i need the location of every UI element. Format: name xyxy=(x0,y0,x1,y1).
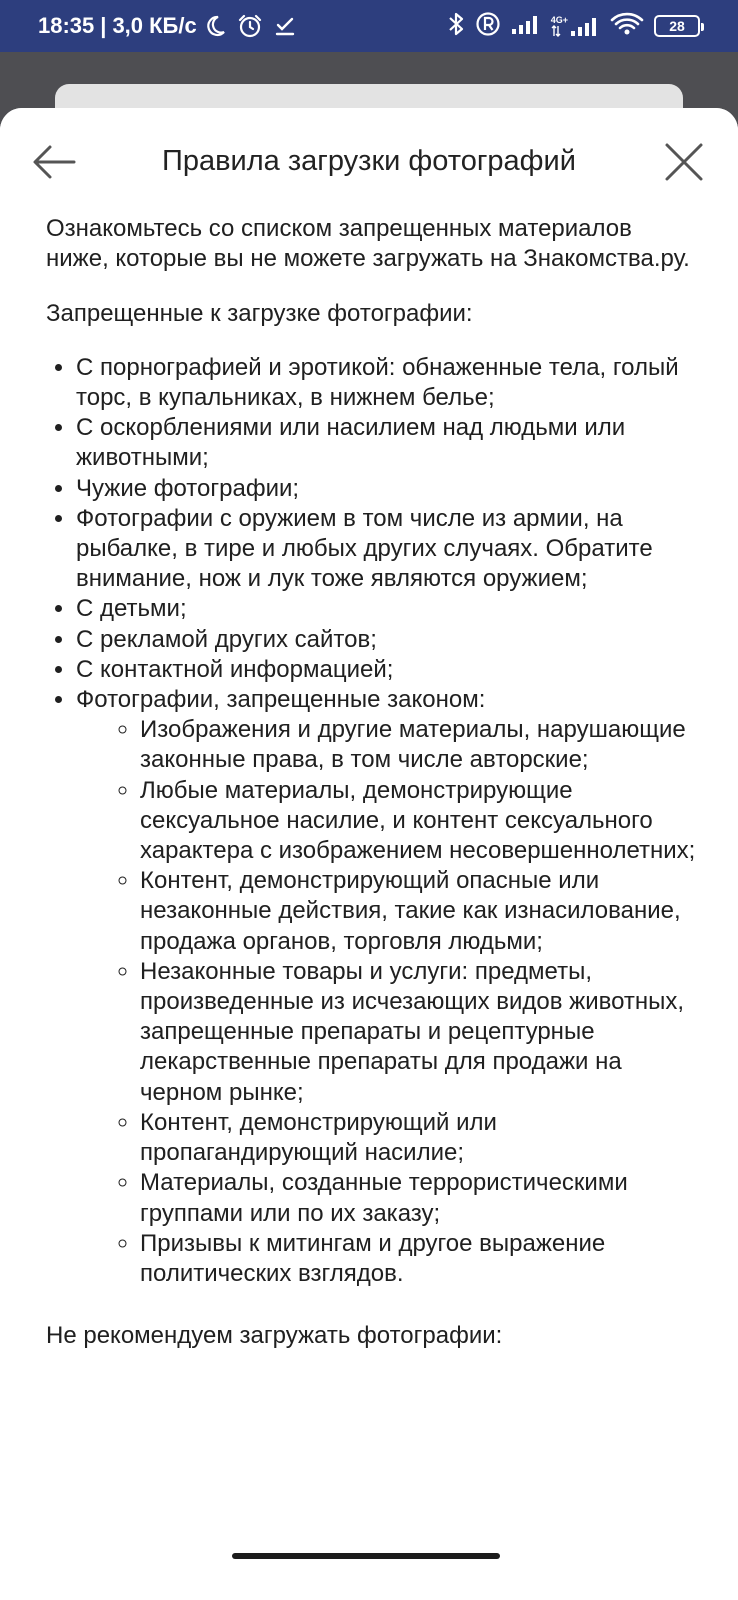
list-item: • С контактной информацией; xyxy=(76,655,696,685)
sub-list-item: ◦ Контент, демонстрирующий опасные или незаконные действия, такие как изнасилование, продажа органов, торговля людьми; xyxy=(140,866,696,957)
section-title-forbidden: Запрещенные к загрузке фотографии: xyxy=(46,299,473,327)
sheet-title: Правила загрузки фотографий xyxy=(162,145,576,177)
list-item-law xyxy=(76,685,696,1289)
bottom-area xyxy=(0,1504,738,1600)
forbidden-list xyxy=(76,353,696,1289)
alarm-icon xyxy=(237,13,263,39)
list-item: • Фотографии с оружием в том числе из армии, на рыбалке, в тире и любых других случаях. Обратите внимание, нож и лук тоже являются оружием; xyxy=(76,504,696,595)
list-item: • Чужие фотографии; xyxy=(76,474,696,504)
list-item: • С порнографией и эротикой: обнаженные тела, голый торс, в купальниках, в нижнем белье; xyxy=(76,353,696,413)
list-item: • С детьми; xyxy=(76,594,696,624)
network-type-label: 4G+ xyxy=(550,15,568,25)
section-title-not-recommended: Не рекомендуем загружать фотографии: xyxy=(46,1322,503,1350)
battery-icon xyxy=(654,15,700,37)
sub-list-item: ◦ Незаконные товары и услуги: предметы, произведенные из исчезающих видов животных, запрещенные препараты и рецептурные лекарственные препараты для продажи на черном рынке; xyxy=(140,957,696,1108)
home-indicator[interactable] xyxy=(232,1553,500,1559)
moon-icon xyxy=(203,14,227,38)
registered-icon xyxy=(475,11,501,42)
status-time: 18:35 xyxy=(38,13,95,38)
wifi-icon xyxy=(610,11,644,42)
sub-list-item: ◦ Материалы, созданные террористическими группами или по их заказу; xyxy=(140,1168,696,1228)
list-item: • С оскорблениями или насилием над людьми или животными; xyxy=(76,413,696,473)
sub-list-item: ◦ Любые материалы, демонстрирующие сексуальное насилие, и контент сексуального характера с изображением несовершеннолетних; xyxy=(140,776,696,867)
signal-icon xyxy=(511,13,541,40)
close-button[interactable] xyxy=(658,136,710,188)
status-left xyxy=(38,0,297,52)
intro-text: Ознакомьтесь со списком запрещенных материалов ниже, которые вы не можете загружать на Знакомства.ру. xyxy=(46,215,690,273)
sub-list-item: ◦ Контент, демонстрирующий или пропагандирующий насилие; xyxy=(140,1108,696,1168)
status-bar xyxy=(0,0,738,52)
rules-sheet xyxy=(0,108,738,1600)
law-sublist xyxy=(110,715,696,1289)
close-icon xyxy=(664,142,704,182)
check-download-icon xyxy=(273,14,297,38)
status-speed: 3,0 КБ/с xyxy=(112,13,197,38)
status-separator: | xyxy=(100,13,107,38)
status-right xyxy=(447,0,700,52)
sheet-header xyxy=(0,108,738,196)
bluetooth-icon xyxy=(447,11,465,42)
arrow-left-icon xyxy=(32,144,76,180)
sub-list-item: ◦ Призывы к митингам и другое выражение политических взглядов. xyxy=(140,1229,696,1289)
list-item-law-label: Фотографии, запрещенные законом: xyxy=(76,686,486,714)
list-item: • С рекламой других сайтов; xyxy=(76,625,696,655)
sub-list-item: ◦ Изображения и другие материалы, нарушающие законные права, в том числе авторские; xyxy=(140,715,696,775)
back-button[interactable] xyxy=(28,136,80,188)
battery-level: 28 xyxy=(669,18,685,34)
rules-content xyxy=(46,164,696,1351)
signal-4g-icon xyxy=(551,15,600,37)
